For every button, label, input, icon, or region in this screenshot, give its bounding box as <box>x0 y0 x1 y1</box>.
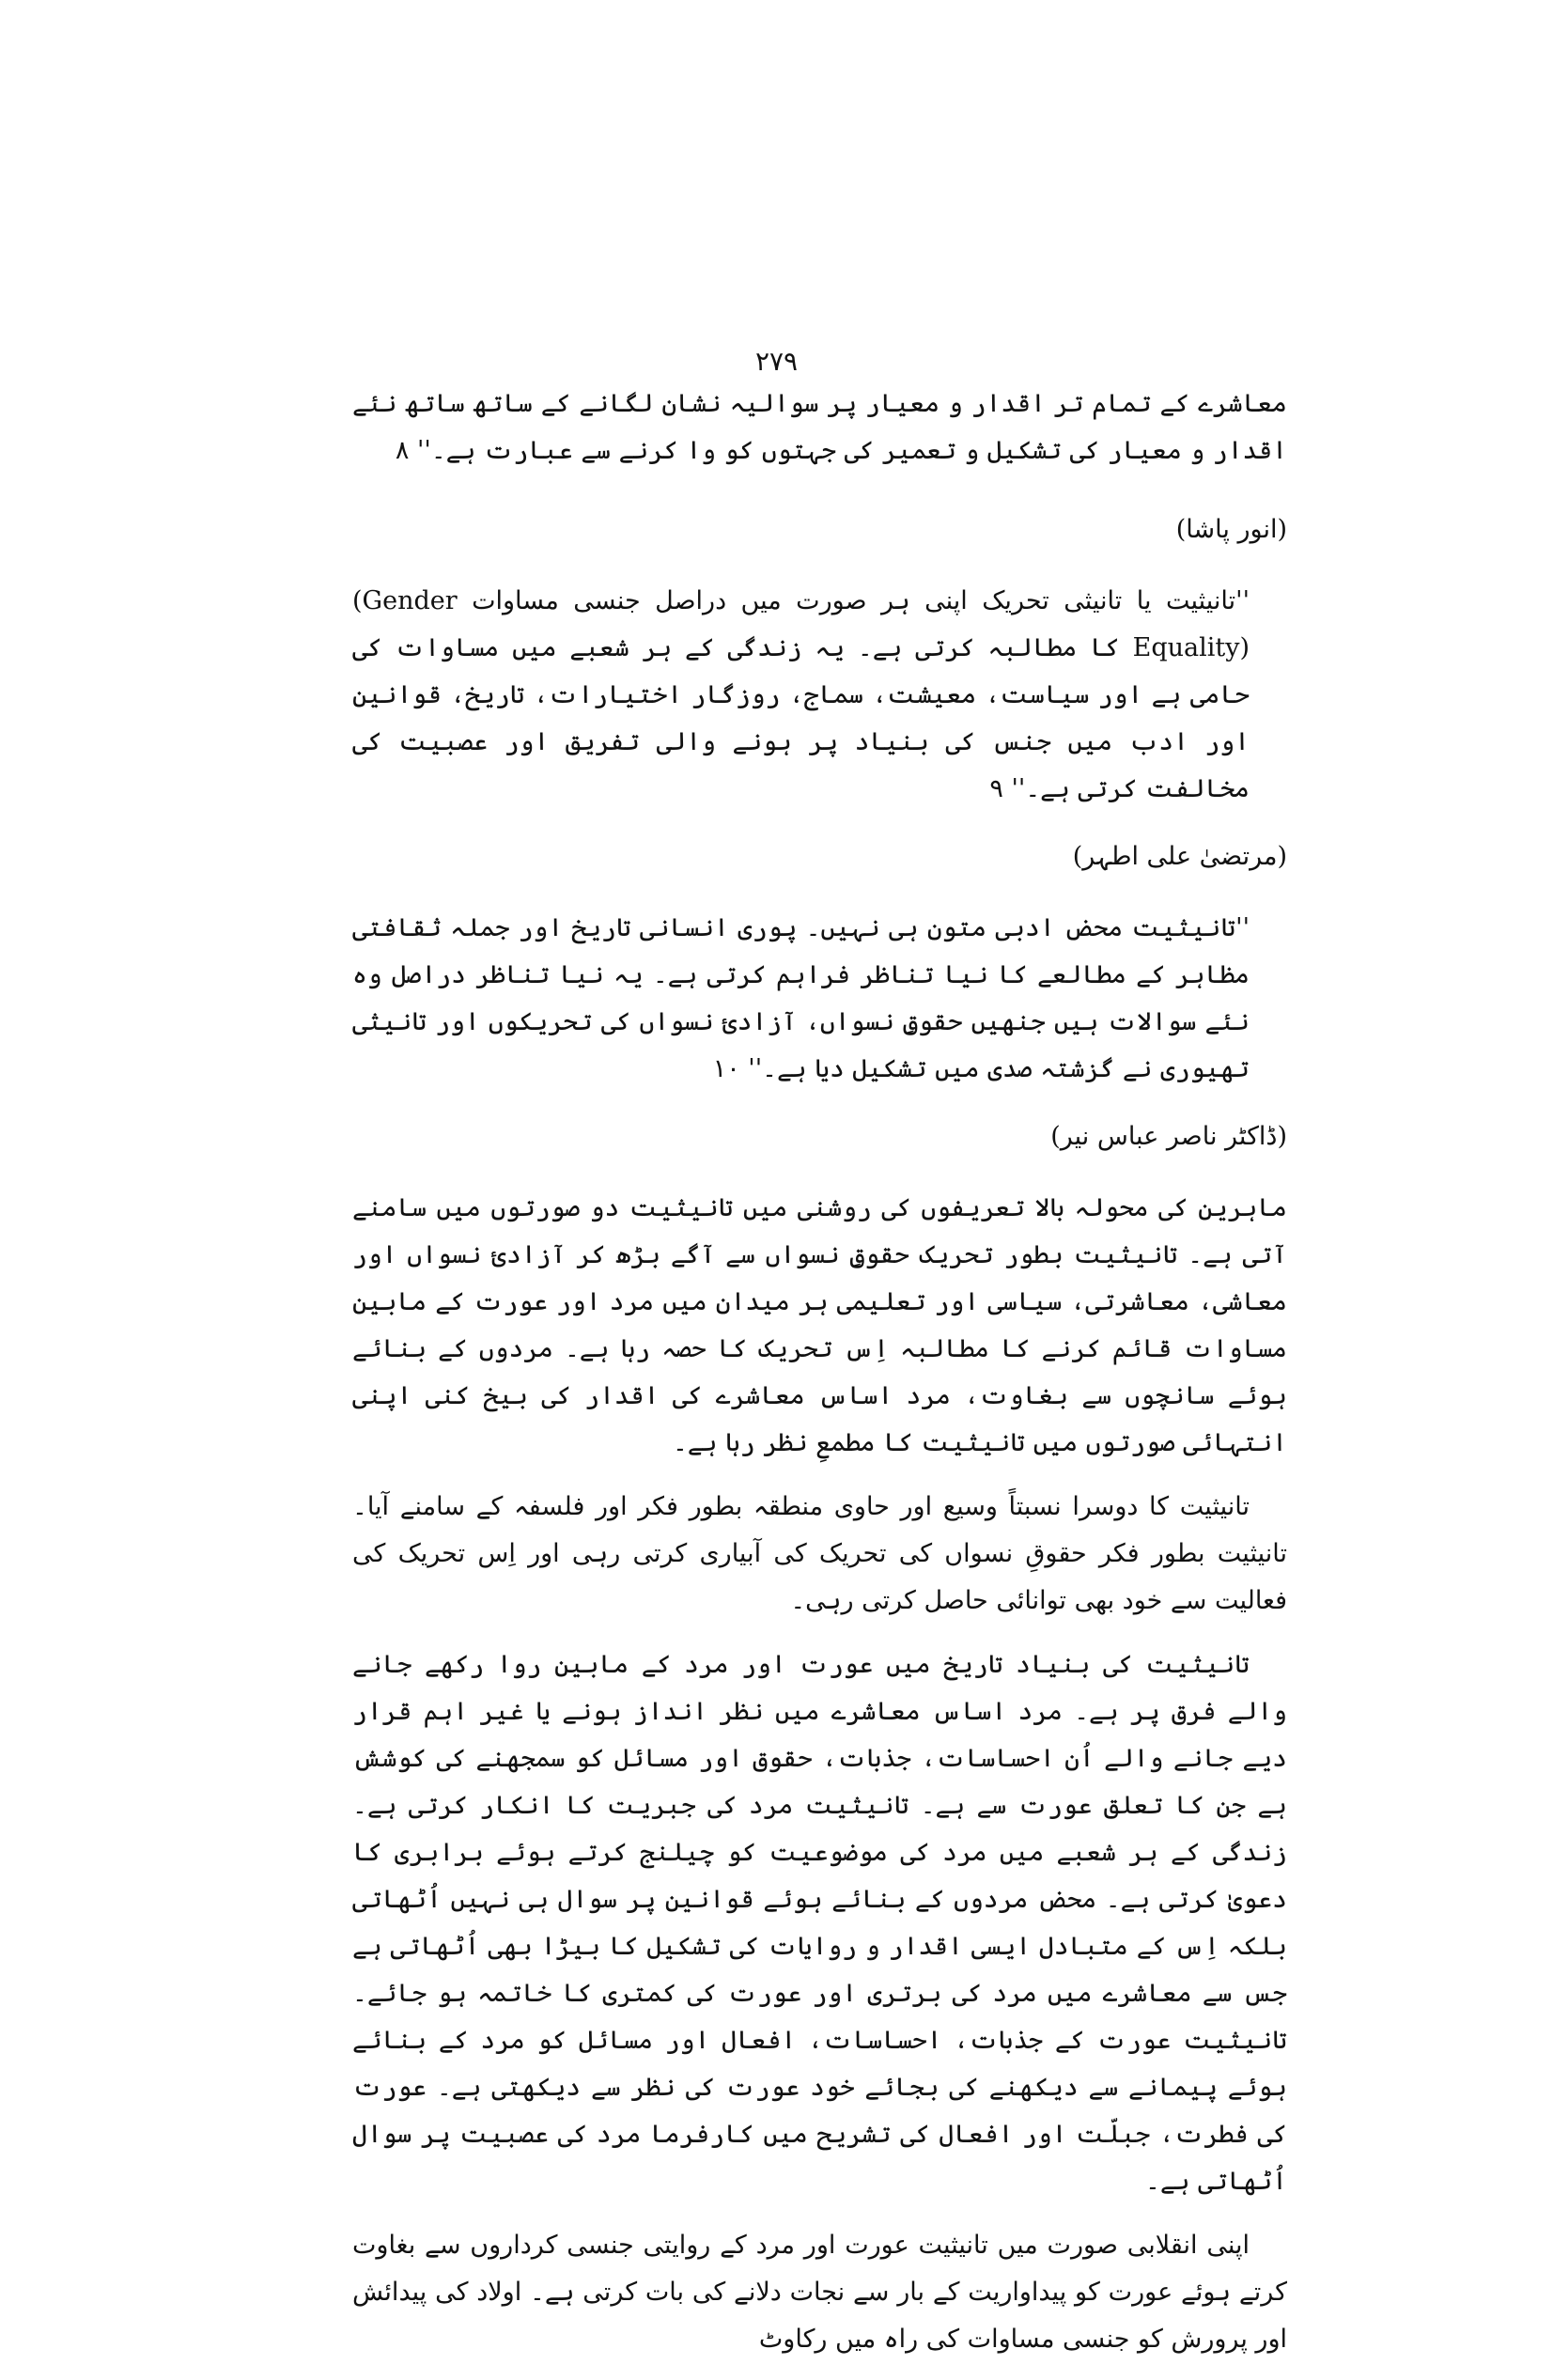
page-number: ۲۷۹ <box>754 346 799 377</box>
author-attribution: (مرتضیٰ علی اطہر) <box>1072 842 1287 871</box>
author-attribution: (انور پاشا) <box>1175 515 1287 544</box>
quote-latin-term: (Gender Equality) <box>352 586 1250 662</box>
body-paragraph: اپنی انقلابی صورت میں تانیثیت عورت اور مرد کے روایتی جنسی کرداروں سے بغاوت کرتے ہوئے عورت کو پیداواریت کے بار سے نجات دلانے کی بات کرتی ہے۔ اولاد کی پیدائش اور پرورش کو جنسی مساوات کی راہ میں رکاوٹ <box>352 2231 1287 2354</box>
quote-paragraph <box>352 578 1250 813</box>
quote-text-after: کا مطالبہ کرتی ہے۔ یہ زندگی کے ہر شعبے میں مساوات کی حامی ہے اور سیاست، معیشت، سماج، روزگار اختیارات، تاریخ، قوانین اور ادب میں جنس کی بنیاد پر ہونے والی تفریق اور عصبیت کی مخالفت کرتی ہے۔'' ۹ <box>352 633 1250 803</box>
author-attribution: (ڈاکٹر ناصر عباس نیر) <box>1050 1122 1287 1151</box>
body-paragraph: ماہرین کی محولہ بالا تعریفوں کی روشنی میں تانیثیت دو صورتوں میں سامنے آتی ہے۔ تانیثیت بطور تحریک حقوقِ نسواں سے آگے بڑھ کر آزادیٔ نسواں اور معاشی، معاشرتی، سیاسی اور تعلیمی ہر میدان میں مرد اور عورت کے مابین مساوات قائم کرنے کا مطالبہ اِس تحریک کا حصہ رہا ہے۔ مردوں کے بنائے ہوئے سانچوں سے بغاوت، مرد اساس معاشرے کی اقدار کی بیخ کنی اپنی انتہائی صورتوں میں تانیثیت کا مطمعِ نظر رہا ہے۔ <box>352 1193 1287 1457</box>
quote-paragraph: ''تانیثیت محض ادبی متون ہی نہیں۔ پوری انسانی تاریخ اور جملہ ثقافتی مظاہر کے مطالعے کا نیا تناظر فراہم کرتی ہے۔ یہ نیا تناظر دراصل وہ نئے سوالات ہیں جنھیں حقوقِ نسواں، آزادیٔ نسواں کی تحریکوں اور تانیثی تھیوری نے گزشتہ صدی میں تشکیل دیا ہے۔'' ۱۰ <box>352 913 1250 1083</box>
page-body <box>352 381 1287 2380</box>
body-paragraph: تانیثیت کی بنیاد تاریخ میں عورت اور مرد کے مابین روا رکھے جانے والے فرق پر ہے۔ مرد اساس معاشرے میں نظر انداز ہونے یا غیر اہم قرار دیے جانے والے اُن احساسات، جذبات، حقوق اور مسائل کو سمجھنے کی کوشش ہے جن کا تعلق عورت سے ہے۔ تانیثیت مرد کی جبریت کا انکار کرتی ہے۔ زندگی کے ہر شعبے میں مرد کی موضوعیت کو چیلنج کرتے ہوئے برابری کا دعویٰ کرتی ہے۔ محض مردوں کے بنائے ہوئے قوانین پر سوال ہی نہیں اُٹھاتی بلکہ اِس کے متبادل ایسی اقدار و روایات کی تشکیل کا بیڑا بھی اُٹھاتی ہے جس سے معاشرے میں مرد کی برتری اور عورت کی کمتری کا خاتمہ ہو جائے۔ تانیثیت عورت کے جذبات، احساسات، افعال اور مسائل کو مرد کے بنائے ہوئے پیمانے سے دیکھنے کی بجائے خود عورت کی نظر سے دیکھتی ہے۔ عورت کی فطرت، جبلّت اور افعال کی تشریح میں کارفرما مرد کی عصبیت پر سوال اُٹھاتی ہے۔ <box>352 1650 1287 2196</box>
body-paragraph: تانیثیت کا دوسرا نسبتاً وسیع اور حاوی منطقہ بطور فکر اور فلسفہ کے سامنے آیا۔ تانیثیت بطور فکر حقوقِ نسواں کی تحریک کی آبیاری کرتی رہی اور اِس تحریک کی فعالیت سے خود بھی توانائی حاصل کرتی رہی۔ <box>352 1492 1287 1615</box>
continuation-paragraph: معاشرے کے تمام تر اقدار و معیار پر سوالیہ نشان لگانے کے ساتھ ساتھ نئے اقدار و معیار کی تشکیل و تعمیر کی جہتوں کو وا کرنے سے عبارت ہے۔'' ۸ <box>352 389 1287 465</box>
quote-text-before: ''تانیثیت یا تانیثی تحریک اپنی ہر صورت میں دراصل جنسی مساوات <box>457 586 1250 615</box>
